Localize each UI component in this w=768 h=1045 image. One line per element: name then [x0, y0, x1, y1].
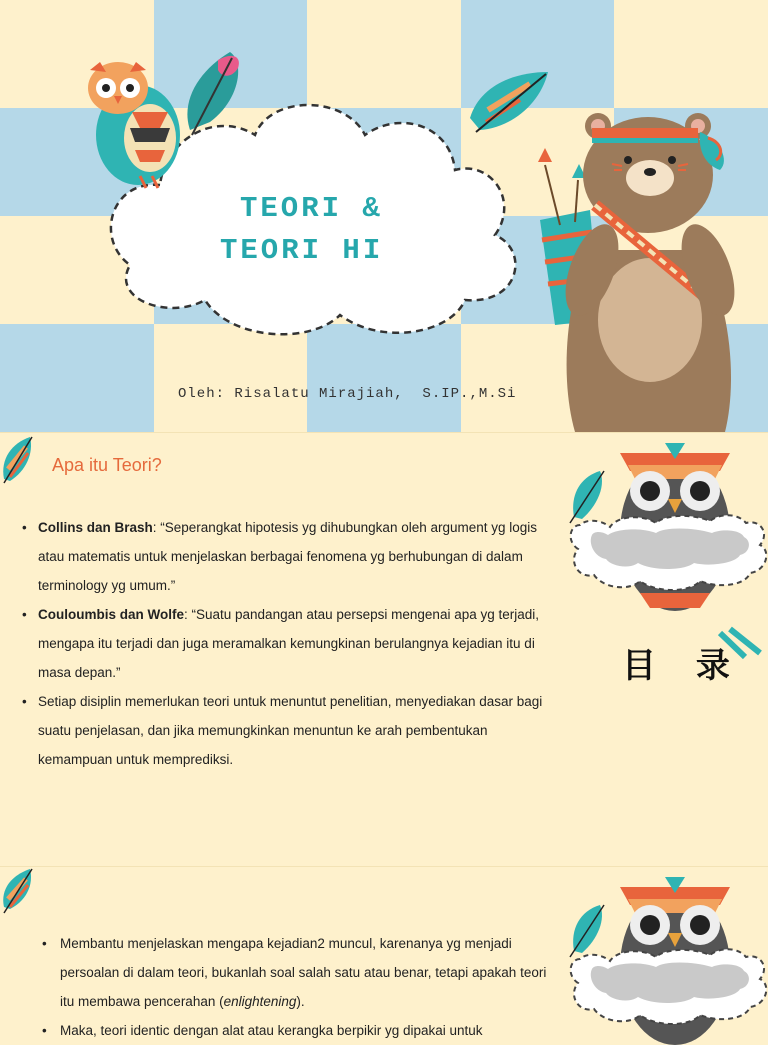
side-label: 目 录: [622, 646, 744, 686]
title-line-2: TEORI HI: [220, 234, 384, 267]
list-item: • Setiap disiplin memerlukan teori untuk menuntut penelitian, menyediakan dasar bagi suatu penjelasan, dan jika memungkinkan menuntun ke arah pembentukan kemampuan untuk memprediksi.: [22, 687, 562, 774]
bear-illustration: [555, 113, 745, 432]
content-slide-fungsi: [0, 866, 768, 1038]
section-heading: Apa itu Teori?: [52, 455, 162, 475]
list-item: • Couloumbis dan Wolfe: “Suatu pandangan atau persepsi mengenai apa yg terjadi, mengapa itu terjadi dan juga meramalkan kemungkinan berulangnya kejadian itu di masa depan.”: [22, 600, 562, 687]
author-line: Oleh: Risalatu Mirajiah, S.IP.,M.Si: [178, 386, 517, 402]
bullet-list: [22, 513, 562, 774]
owl-illustration: [88, 62, 180, 188]
title-line-1: TEORI &: [240, 192, 383, 225]
list-item: • Maka, teori identic dengan alat atau kerangka berpikir yg dipakai untuk: [42, 1016, 562, 1045]
feather-icon: [0, 867, 40, 917]
owl-cloud-illustration: [560, 433, 768, 663]
title-slide: [0, 0, 768, 432]
list-item: • Membantu menjelaskan mengapa kejadian2 muncul, karenanya yg menjadi persoalan di dalam teori, bukanlah soal salah satu atau benar, tetapi apakah teori itu membawa pencerahan (enlightening).: [42, 929, 562, 1016]
feather-icon: [0, 433, 40, 493]
feather-icon: [187, 52, 238, 135]
decorations-slide1: [0, 0, 768, 432]
content-slide-teori: [0, 432, 768, 867]
bullet-list: [42, 929, 562, 1045]
leaf-icon: [470, 72, 548, 132]
list-item: • Collins dan Brash: “Seperangkat hipotesis yg dihubungkan oleh argument yg logis atau matematis untuk menjelaskan berbagai fenomena yg berhubungan di dalam terminology yg umum.”: [22, 513, 562, 600]
owl-cloud-illustration: [560, 867, 768, 1025]
